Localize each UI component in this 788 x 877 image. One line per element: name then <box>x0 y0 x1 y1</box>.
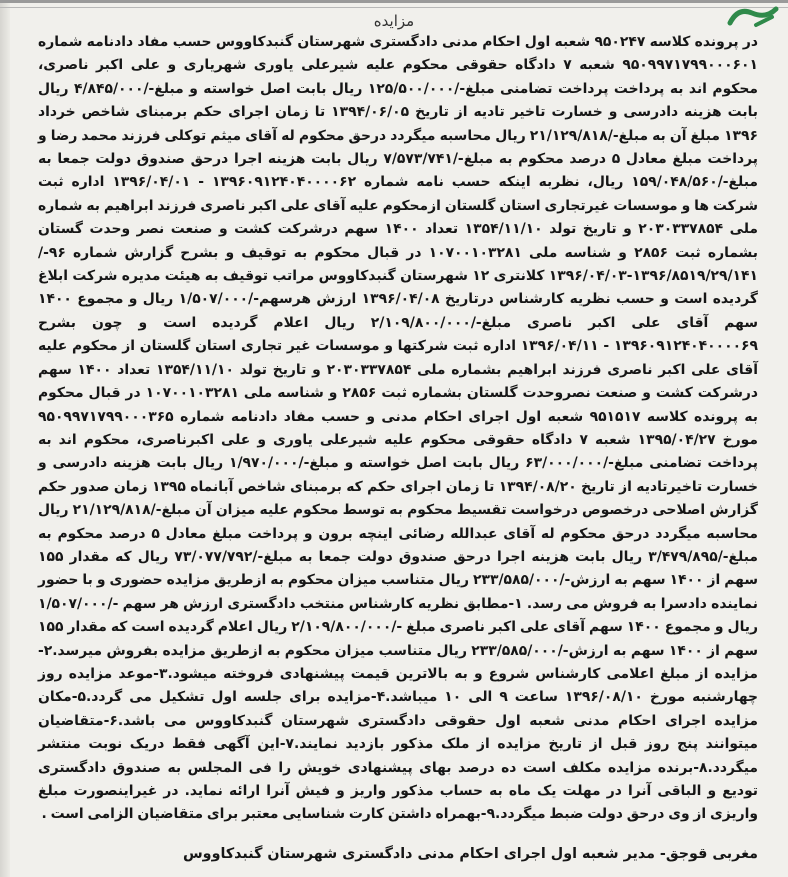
notice-body: در پرونده کلاسه ۹۵۰۲۴۷ شعبه اول احکام مدنی دادگستری شهرستان گنبدکاووس حسب مفاد دادنامه شماره ۹۵۰۹۹۷۱۷۹۹۰۰۰۶۰۱ شعبه ۷ دادگاه حقوقی محکوم علیه شیرعلی یاوری شهریاری و علی اکبر ناصری، محکوم اند به پرداخت پرداخت تضامنی مبلغ-/۱۲۵/۵۰۰/۰۰۰ ریال بابت اصل خواسته و مبلغ-/۴/۸۴۵/۰۰۰ ریال بابت هزینه دادرسی و خسارت تاخیر تادیه از تاریخ ۱۳۹۴/۰۶/۰۵ تا زمان اجرای حکم برمبنای شاخص خرداد ۱۳۹۶ مبلغ آن به مبلغ-/۲۱/۱۲۹/۸۱۸ ریال محاسبه میگردد درحق محکوم له آقای میثم توکلی فرزند محمد رضا و پرداخت مبلغ معادل ۵ درصد محکوم به مبلغ-/۷/۵۷۳/۷۴۱ ریال بابت هزینه اجرا درحق صندوق دولت جمعا به مبلغ-/۱۵۹/۰۴۸/۵۶۰ ریال، نظربه اینکه حسب نامه شماره ۱۳۹۶۰۹۱۲۴۰۴۰۰۰۰۶۲ - ۱۳۹۶/۰۴/۰۱ اداره ثبت شرکت ها و موسسات غیرتجاری استان گلستان ازمحکوم علیه آقای علی اکبر ناصری فرزند ابراهیم به شماره ملی ۲۰۳۰۳۳۷۸۵۴ و تاریخ تولد ۱۳۵۴/۱۱/۱۰ تعداد ۱۴۰۰ سهم درشرکت کشت و صنعت نصر وحدت گستان بشماره ثبت ۲۸۵۶ و شناسه ملی ۱۰۷۰۰۱۰۳۲۸۱ در قبال محکوم به توقیف و بشرح گزارش شماره ۹۶-/۱۳۹۶/۸۵۱۹/۲۹/۱۴۱-۱۳۹۶/۰۴/۰۳ کلانتری ۱۲ شهرستان گنبدکاووس مراتب توقیف به هیئت مدیره شرکت ابلاغ گردیده است و حسب نظریه کارشناس درتاریخ ۱۳۹۶/۰۴/۰۸ ارزش هرسهم-/۱/۵۰۷/۰۰۰ ریال و مجموع ۱۴۰۰ سهم آقای علی اکبر ناصری مبلغ-/۲/۱۰۹/۸۰۰/۰۰۰ ریال اعلام گردیده است و چون بشرح ۱۳۹۶۰۹۱۲۴۰۴۰۰۰۰۶۹ - ۱۳۹۶/۰۴/۱۱ اداره ثبت شرکتها و موسسات غیر تجاری استان گلستان از محکوم علیه آقای علی اکبر ناصری فرزند ابراهیم بشماره ملی ۲۰۳۰۳۳۷۸۵۴ و تاریخ تولد ۱۳۵۴/۱۱/۱۰ تعداد ۱۴۰۰ سهم درشرکت کشت و صنعت نصروحدت گلستان بشماره ثبت ۲۸۵۶ و شناسه ملی ۱۰۷۰۰۱۰۳۲۸۱ در قبال محکوم به پرونده کلاسه ۹۵۱۵۱۷ شعبه اول اجرای احکام مدنی و حسب مفاد دادنامه شماره ۹۵۰۹۹۷۱۷۹۹۰۰۰۳۶۵ مورخ ۱۳۹۵/۰۴/۲۷ شعبه ۷ دادگاه حقوقی محکوم علیه شیرعلی یاوری و علی اکبرناصری، محکوم اند به پرداخت تضامنی مبلغ-/۶۳/۰۰۰/۰۰۰ ریال بابت اصل خواسته و مبلغ-/۱/۹۷۰/۰۰۰ ریال بابت هزینه دادرسی و خسارت تاخیرتادیه از تاریخ ۱۳۹۴/۰۸/۲۰ تا زمان اجرای حکم که برمبنای شاخص آبانماه ۱۳۹۵ زمان صدور حکم گزارش اصلاحی درخصوص درخواست تقسیط محکوم به توسط محکوم علیه میزان آن مبلغ-/۲۱/۱۲۹/۸۱۸ ریال محاسبه میگردد درحق محکوم له آقای عبدالله رضائی اینچه برون و پرداخت مبلغ معادل ۵ درصد محکوم به مبلغ-/۳/۴۷۹/۸۹۵ ریال بابت هزینه اجرا درحق صندوق دولت جمعا به مبلغ-/۷۳/۰۷۷/۷۹۲ ریال که مقدار ۱۵۵ سهم از ۱۴۰۰ سهم به ارزش-/۲۳۳/۵۸۵/۰۰۰ ریال متناسب میزان محکوم به ازطریق مزایده حضوری و با حضور نماینده دادسرا به فروش می رسد. ۱-مطابق نظریه کارشناس منتخب دادگستری ارزش هر سهم -/۱/۵۰۷/۰۰۰ ریال و مجموع ۱۴۰۰ سهم آقای علی اکبر ناصری مبلغ -/۲/۱۰۹/۸۰۰/۰۰۰ ریال اعلام گردیده است که مقدار ۱۵۵ سهم از ۱۴۰۰ سهم به ارزش-/۲۳۳/۵۸۵/۰۰۰ ریال متناسب میزان محکوم به ازطریق مزایده بفروش میرسد.۲-مزایده از مبلغ اعلامی کارشناس شروع و به بالاترین قیمت پیشنهادی فروخته میشود.۳-موعد مزایده روز چهارشنبه مورخ ۱۳۹۶/۰۸/۱۰ ساعت ۹ الی ۱۰ میباشد.۴-مزایده برای جلسه اول تشکیل می گردد.۵-مکان مزایده اجرای احکام مدنی شعبه اول حقوقی دادگستری شهرستان گنبدکاووس می باشد.۶-متقاضیان میتوانند پنج روز قبل از تاریخ مزایده از ملک مذکور بازدید نمایند.۷-این آگهی فقط دریک نوبت منتشر میگردد.۸-برنده مزایده مکلف است ده درصد بهای پیشنهادی خویش را فی المجلس به صندوق دادگستری تودیع و الباقی آنرا در مهلت یک ماه به حساب مذکور واریز و فیش آنرا ارائه نماید. در غیراینصورت مبلغ واریزی از وی درحق دولت ضبط میگردد.۹-بهمراه داشتن کارت شناسایی معتبر برای متقاضیان الزامی است . <box>38 34 759 823</box>
page-edge-shadow <box>0 3 10 877</box>
notice-title: مزایده <box>373 12 415 30</box>
notice-header <box>0 7 788 29</box>
green-brand-logo-icon <box>726 3 782 29</box>
notice-signature: مغربی قوجق- مدیر شعبه اول اجرای احکام مدنی دادگستری شهرستان گنبدکاووس <box>182 846 758 862</box>
